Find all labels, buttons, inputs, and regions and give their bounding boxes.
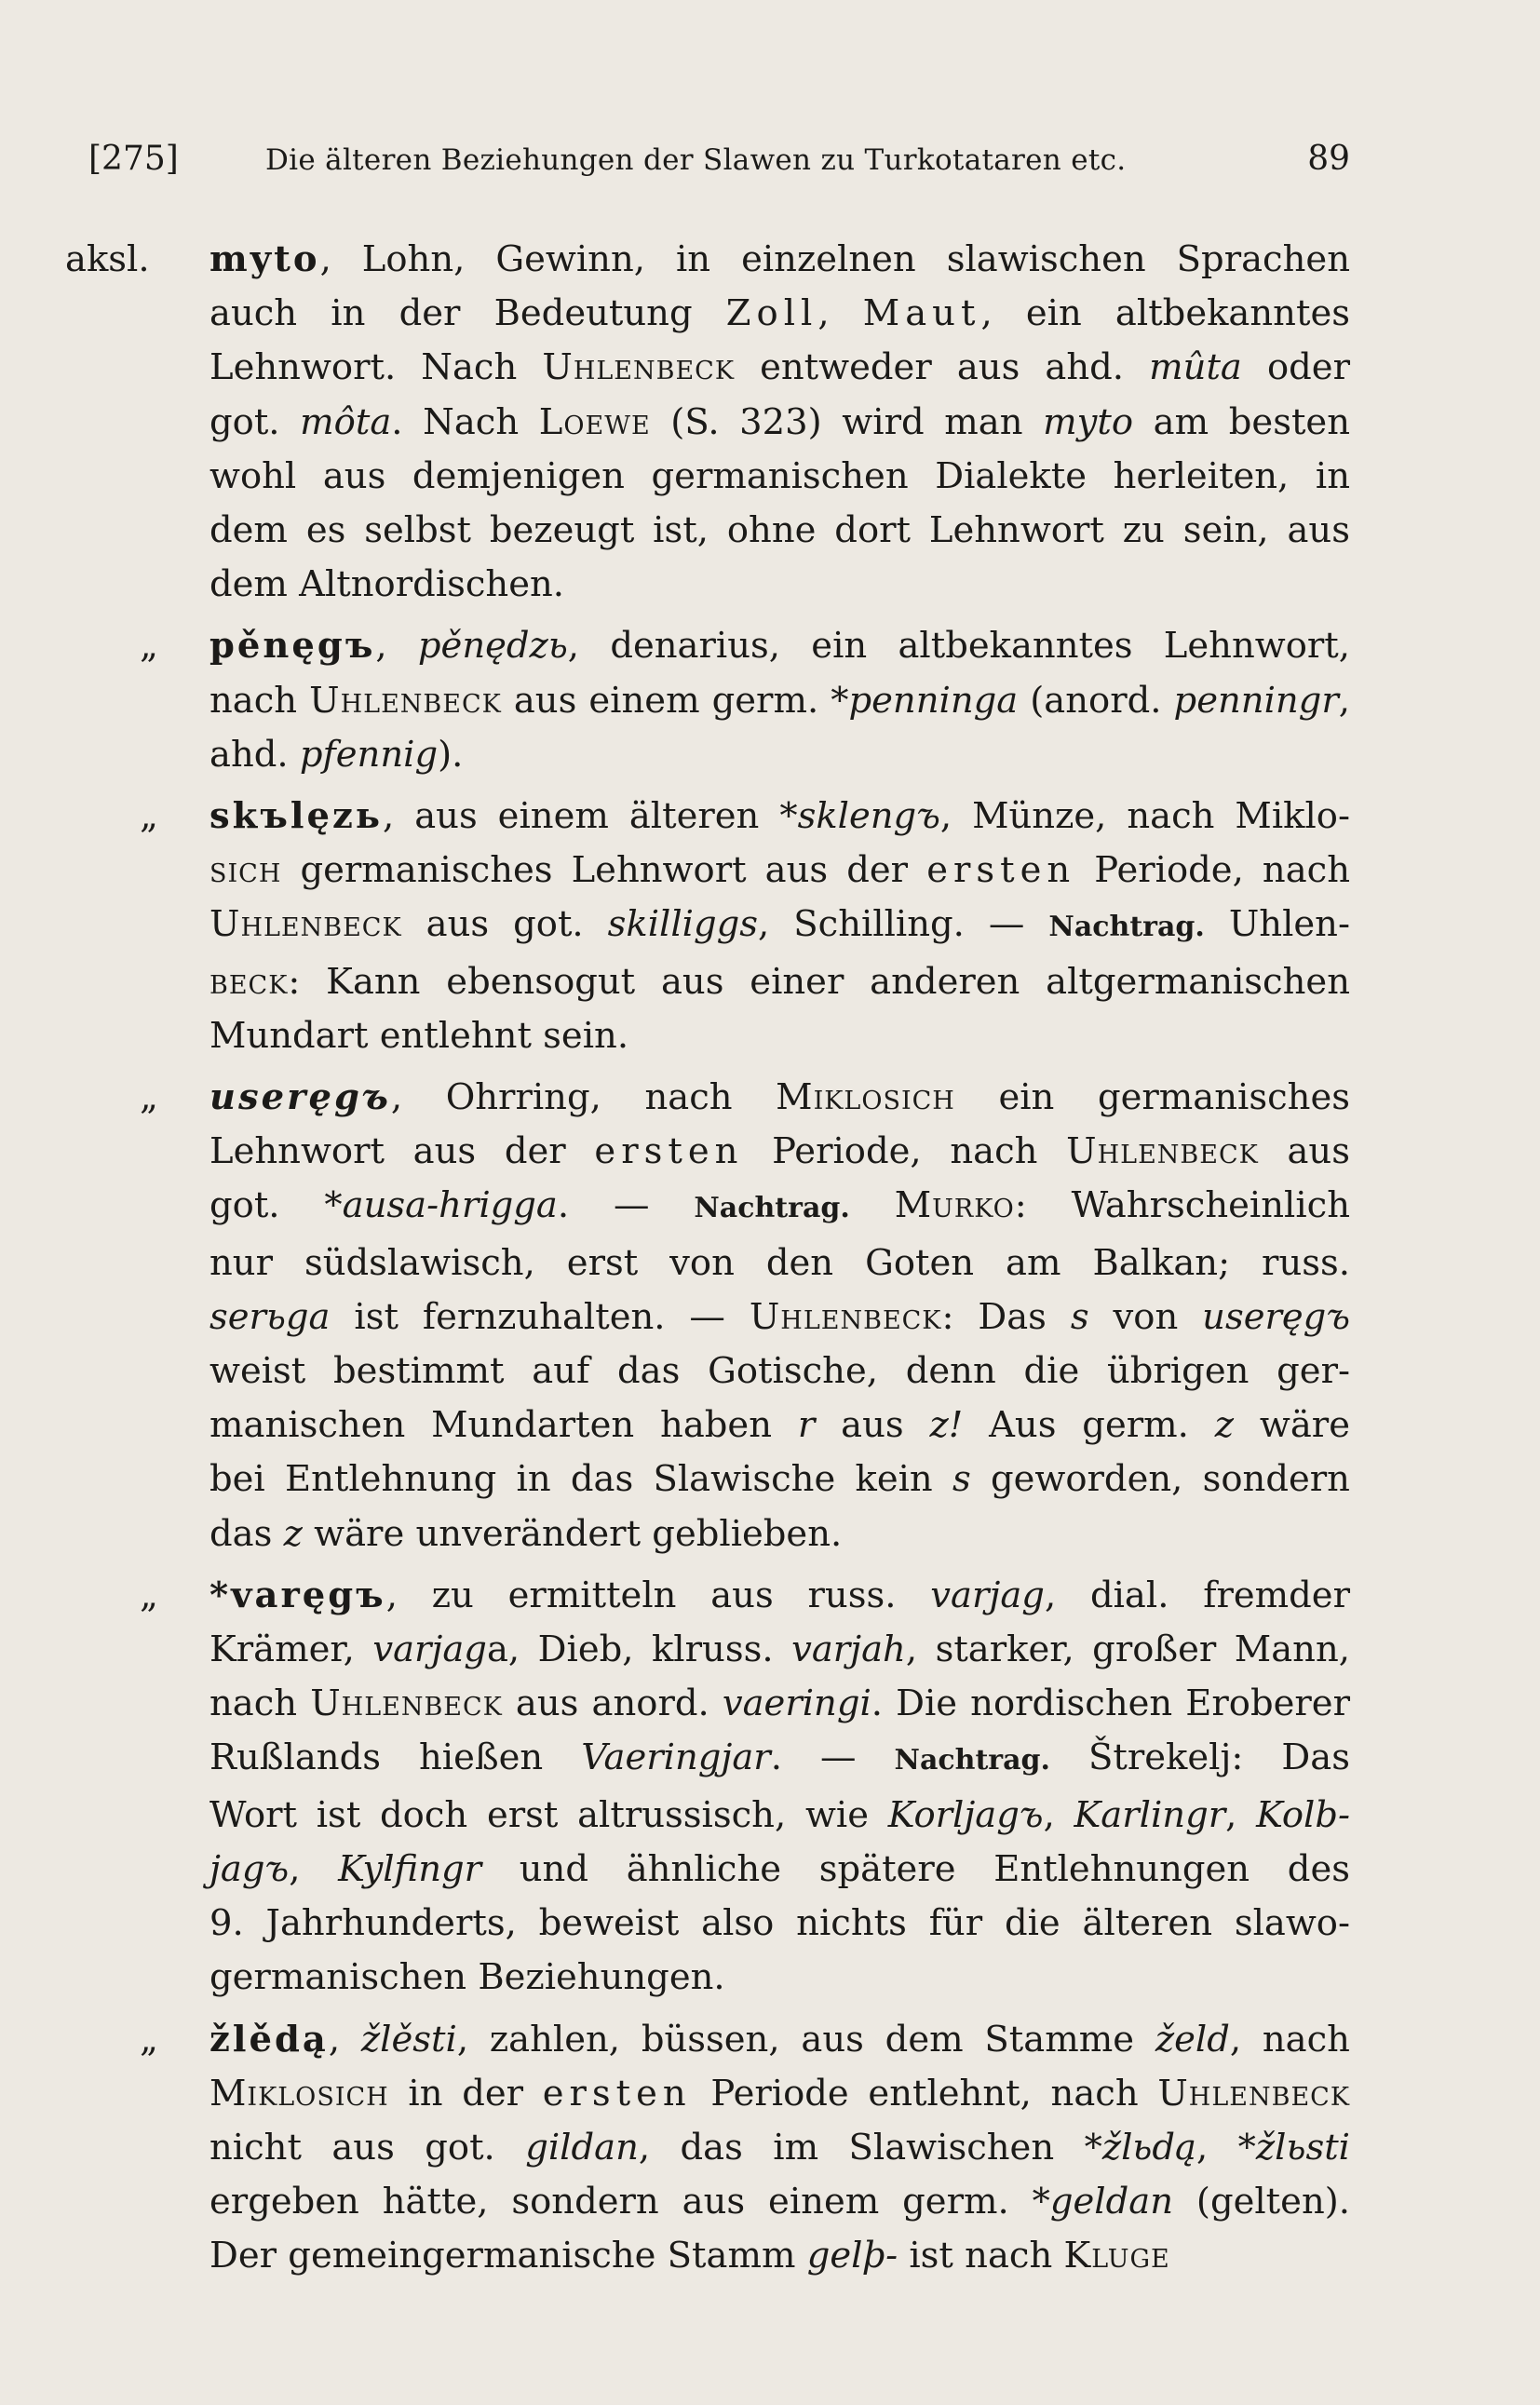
- text-line: 9. Jahrhunderts, beweist also nichts für die älteren slawo-: [209, 1902, 1350, 1945]
- text-line: dem es selbst bezeugt ist, ohne dort Lehnwort zu sein, aus: [209, 509, 1350, 552]
- entry: [140, 1569, 1351, 2006]
- text-line: Wort ist doch erst altrussisch, wie Korljagъ, Karlingr, Kolb-: [209, 1793, 1350, 1836]
- text-line: serьga ist fernzuhalten. — Uhlenbeck: Das s von useręgъ: [209, 1295, 1350, 1338]
- entry: [140, 1071, 1351, 1561]
- entry-marker: „: [140, 1076, 158, 1119]
- dictionary-entries: [0, 233, 1540, 2284]
- entry-marker: „: [140, 795, 158, 838]
- text-line: ahd. pfennig).: [209, 733, 464, 776]
- text-line: manischen Mundarten haben r aus z! Aus germ. z wäre: [209, 1404, 1350, 1447]
- text-line: Rußlands hießen Vaeringjar. — Nachtrag. Štrekelj: Das: [209, 1736, 1350, 1779]
- text-line: Miklosich in der ersten Periode entlehnt, nach Uhlenbeck: [209, 2072, 1350, 2115]
- text-line: auch in der Bedeutung Zoll, Maut, ein altbekanntes: [209, 292, 1350, 335]
- text-line: nicht aus got. gildan, das im Slawischen *žlьdą, *žlьsti: [209, 2126, 1350, 2169]
- entry: [140, 790, 1350, 1063]
- text-line: pěnęgъ, pěnędzь, denarius, ein altbekanntes Lehnwort,: [209, 625, 1350, 668]
- entry-marker: aksl.: [65, 238, 150, 280]
- text-line: *varęgъ, zu ermitteln aus russ. varjag, dial. fremder: [209, 1574, 1351, 1616]
- text-line: dem Altnordischen.: [209, 563, 565, 606]
- text-line: got. môta. Nach Loewe (S. 323) wird man myto am besten: [209, 400, 1351, 443]
- text-line: bei Entlehnung in das Slawische kein s geworden, sondern: [209, 1458, 1350, 1501]
- text-line: žlědą, žlěsti, zahlen, büssen, aus dem Stamme želd, nach: [209, 2018, 1350, 2060]
- entry-marker: „: [140, 1574, 158, 1616]
- entry: [140, 2013, 1350, 2284]
- text-line: sich germanisches Lehnwort aus der ersten Periode, nach: [209, 849, 1350, 892]
- text-line: Krämer, varjaga, Dieb, klruss. varjah, starker, großer Mann,: [209, 1628, 1350, 1671]
- page-number: 89: [1307, 140, 1350, 178]
- text-line: jagъ, Kylfingr und ähnliche spätere Entlehnungen des: [209, 1847, 1350, 1890]
- text-line: Lehnwort aus der ersten Periode, nach Uhlenbeck aus: [209, 1130, 1350, 1173]
- text-line: Der gemeingermanische Stamm gelþ- ist nach Kluge: [209, 2235, 1170, 2277]
- text-line: ergeben hätte, sondern aus einem germ. *geldan (gelten).: [209, 2181, 1350, 2223]
- text-line: Mundart entlehnt sein.: [209, 1014, 629, 1057]
- text-line: nach Uhlenbeck aus einem germ. *penninga (anord. penningr,: [209, 679, 1350, 722]
- text-line: das z wäre unverändert geblieben.: [209, 1512, 843, 1555]
- running-header: [88, 140, 1350, 196]
- entry-marker: „: [140, 625, 158, 668]
- text-line: nur südslawisch, erst von den Goten am Balkan; russ.: [209, 1241, 1350, 1284]
- text-line: myto, Lohn, Gewinn, in einzelnen slawischen Sprachen: [209, 238, 1350, 280]
- text-line: Lehnwort. Nach Uhlenbeck entweder aus ahd. mûta oder: [209, 346, 1350, 389]
- text-line: beck: Kann ebensogut aus einer anderen altgermanischen: [209, 960, 1350, 1003]
- entry-marker: „: [140, 2018, 158, 2060]
- text-line: got. *ausa-hrigga. — Nachtrag. Murko: Wahrscheinlich: [209, 1184, 1350, 1227]
- entry: [65, 233, 1351, 612]
- text-line: skъlęzь, aus einem älteren *sklengъ, Münze, nach Miklo-: [209, 795, 1350, 838]
- text-line: germanischen Beziehungen.: [209, 1956, 725, 1999]
- text-line: useręgъ, Ohrring, nach Miklosich ein germanisches: [209, 1076, 1351, 1119]
- text-line: wohl aus demjenigen germanischen Dialekte herleiten, in: [209, 454, 1350, 497]
- page-reference: [275]: [88, 140, 179, 178]
- text-line: nach Uhlenbeck aus anord. vaeringi. Die nordischen Eroberer: [209, 1682, 1350, 1725]
- text-line: Uhlenbeck aus got. skilliggs, Schilling. — Nachtrag. Uhlen-: [209, 903, 1350, 946]
- entry: [140, 619, 1350, 782]
- text-line: weist bestimmt auf das Gotische, denn die übrigen ger-: [209, 1350, 1350, 1393]
- running-title: Die älteren Beziehungen der Slawen zu Turkotataren etc.: [265, 143, 1127, 177]
